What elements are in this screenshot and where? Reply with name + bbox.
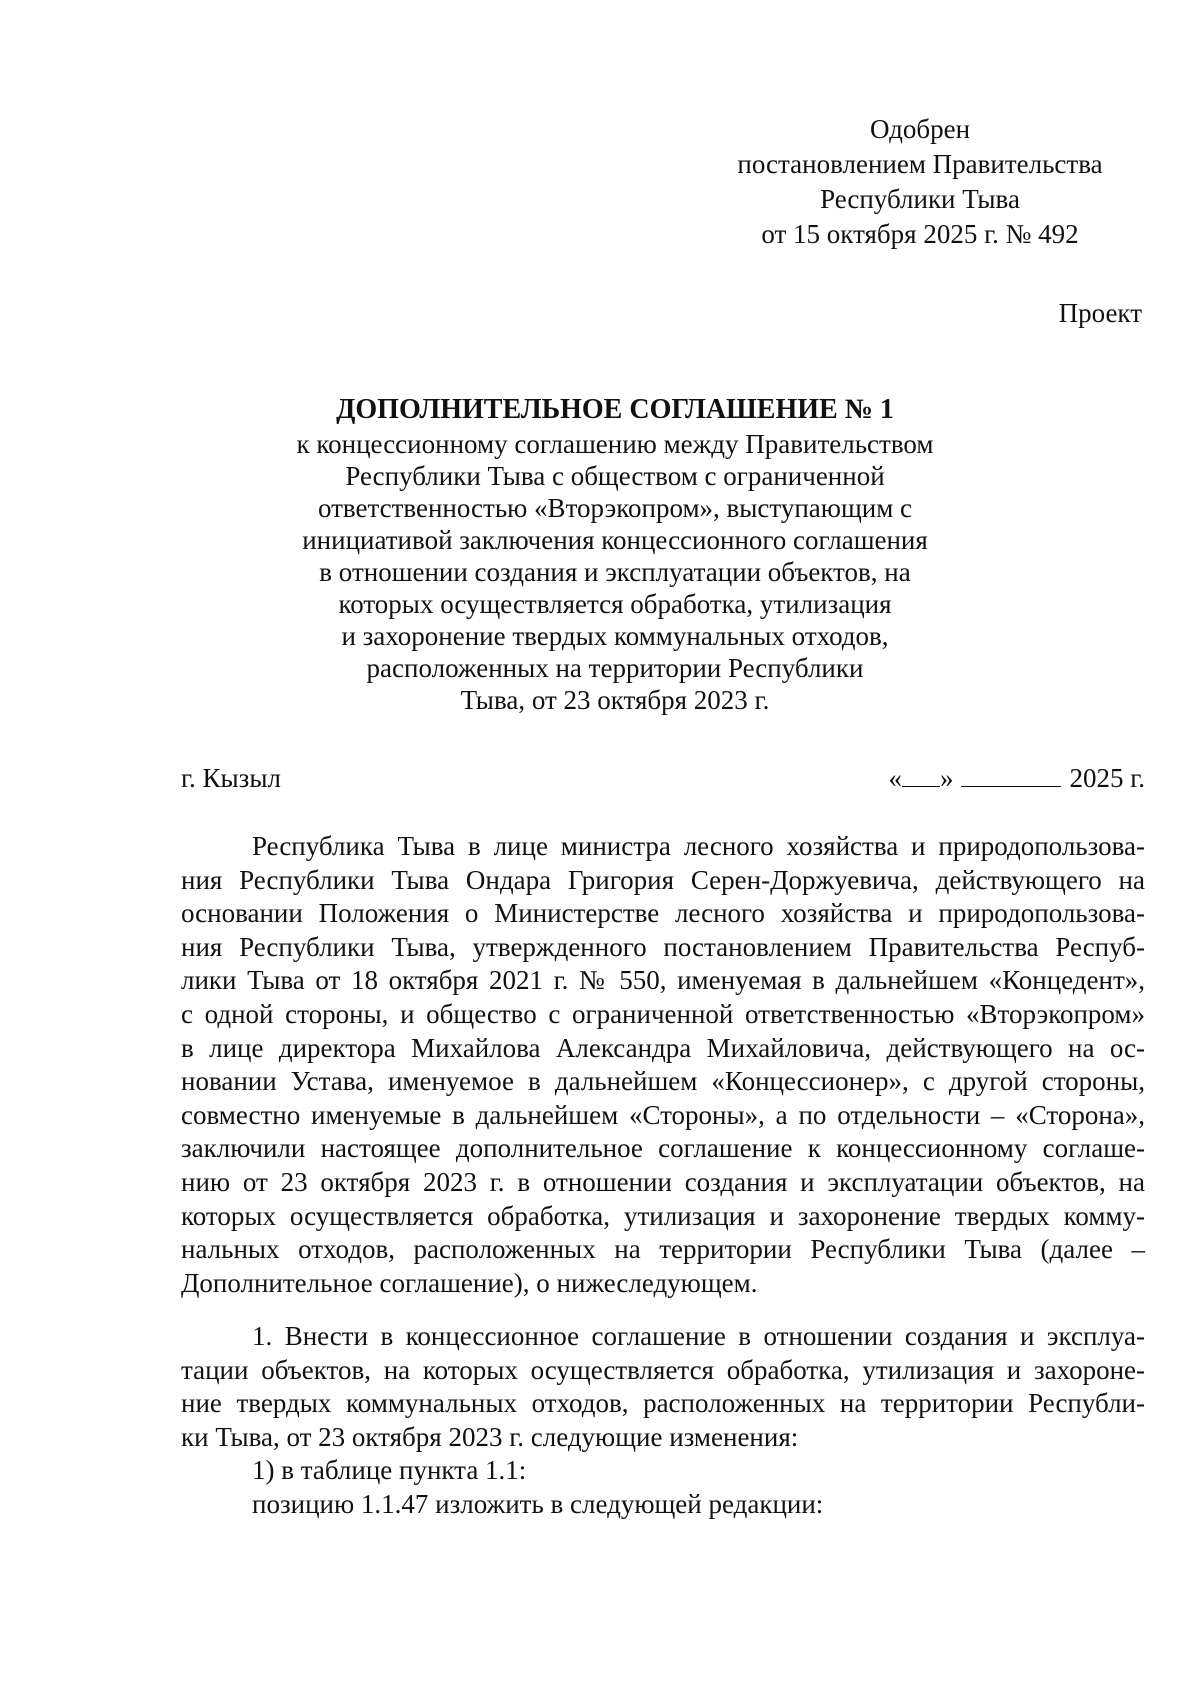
title-line: и захоронение твердых коммунальных отходов, — [341, 621, 889, 651]
paragraph-line: ки Тыва, от 23 октября 2023 г. следующие изменения: — [181, 1421, 799, 1452]
title-line: инициативой заключения концессионного соглашения — [302, 525, 928, 555]
paragraph-line: ния Республики Тыва, утвержденного постановлением Правительства Респуб- — [181, 931, 1145, 962]
city-name: г. Кызыл — [181, 763, 281, 793]
paragraph-line: лики Тыва от 18 октября 2021 г. № 550, именуемая в дальнейшем «Концедент», — [181, 965, 1145, 996]
document-heading: ДОПОЛНИТЕЛЬНОЕ СОГЛАШЕНИЕ № 1 — [336, 394, 894, 425]
paragraph-line: ние твердых коммунальных отходов, расположенных на территории Республи- — [181, 1388, 1145, 1419]
title-line: расположенных на территории Республики — [366, 653, 864, 683]
paragraph-line: которых осуществляется обработка, утилизация и захоронение твердых комму- — [181, 1200, 1145, 1231]
paragraph-line: с одной стороны, и общество с ограниченной ответственностью «Вторэкопром» — [181, 998, 1145, 1029]
paragraph-line: тации объектов, на которых осуществляется обработка, утилизация и захороне- — [181, 1354, 1145, 1385]
amendment-subitem: позицию 1.1.47 изложить в следующей редакции: — [252, 1488, 824, 1519]
title-line: которых осуществляется обработка, утилизация — [338, 589, 892, 619]
preamble-paragraph — [181, 830, 1145, 1300]
title-line: ответственностью «Вторэкопром», выступающим с — [317, 493, 913, 523]
date-open-quote: « — [888, 763, 902, 793]
signing-date — [888, 760, 1145, 796]
title-line: к концессионному соглашению между Правительством — [296, 429, 934, 459]
paragraph-line: нальных отходов, расположенных на территории Республики Тыва (далее – — [181, 1234, 1145, 1265]
paragraph-line: в лице директора Михайлова Александра Михайловича, действующего на ос- — [181, 1032, 1145, 1063]
title-line: в отношении создания и эксплуатации объектов, на — [319, 557, 911, 587]
approval-stamp-block — [700, 112, 1140, 252]
amendment-paragraph — [181, 1320, 1145, 1522]
title-line: Республики Тыва с обществом с ограниченной — [345, 461, 885, 491]
paragraph-line: Республика Тыва в лице министра лесного хозяйства и природопользова- — [252, 831, 1145, 861]
draft-label: Проект — [1058, 298, 1142, 328]
place-date-row — [181, 760, 1145, 796]
title-line: Тыва, от 23 октября 2023 г. — [460, 685, 770, 715]
approval-line: от 15 октября 2025 г. № 492 — [761, 219, 1079, 249]
paragraph-line: нию от 23 октября 2023 г. в отношении создания и эксплуатации объектов, на — [181, 1166, 1145, 1197]
approval-line: постановлением Правительства — [737, 149, 1103, 179]
date-close-quote: » — [939, 763, 954, 793]
day-blank — [902, 764, 940, 787]
paragraph-line: основании Положения о Министерстве лесного хозяйства и природопользова- — [181, 898, 1145, 929]
document-title — [220, 394, 1010, 716]
paragraph-line: Дополнительное соглашение), о нижеследующем. — [181, 1267, 758, 1298]
amendment-subitem: 1) в таблице пункта 1.1: — [252, 1455, 527, 1486]
approval-line: Одобрен — [869, 114, 971, 144]
month-blank — [961, 764, 1061, 787]
paragraph-line: ния Республики Тыва Ондара Григория Серен-Доржуевича, действующего на — [181, 864, 1145, 895]
paragraph-line: заключили настоящее дополнительное соглашение к концессионному соглаше- — [181, 1133, 1145, 1164]
paragraph-line: новании Устава, именуемое в дальнейшем «Концессионер», с другой стороны, — [181, 1066, 1145, 1097]
approval-line: Республики Тыва — [820, 184, 1020, 214]
paragraph-line: 1. Внести в концессионное соглашение в отношении создания и эксплуа- — [252, 1321, 1145, 1351]
paragraph-line: совместно именуемые в дальнейшем «Стороны», а по отдельности – «Сторона», — [181, 1099, 1145, 1130]
date-year: 2025 г. — [1069, 763, 1145, 793]
